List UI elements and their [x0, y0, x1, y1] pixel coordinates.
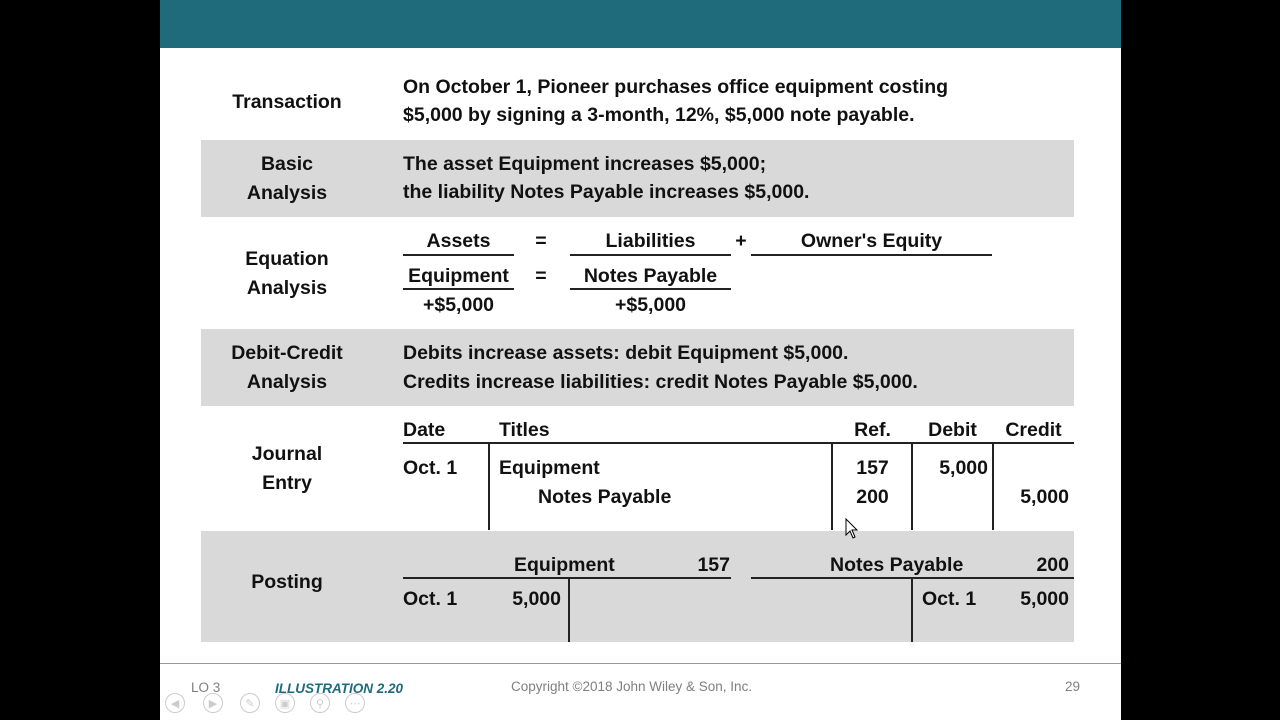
debit-credit-label-2: Analysis	[246, 371, 328, 393]
slides-icon[interactable]: ▣	[275, 693, 295, 713]
journal-header-date: Date	[403, 419, 446, 441]
equation-equals: =	[535, 230, 547, 252]
next-icon[interactable]: ▶	[203, 693, 223, 713]
equation-equipment: Equipment	[408, 265, 509, 287]
journal-divider-date	[488, 443, 490, 530]
posting-right-amount: 5,000	[1020, 588, 1069, 610]
posting-left-date: Oct. 1	[403, 588, 458, 610]
posting-left-account-name: Equipment	[514, 554, 615, 576]
equipment-underline	[403, 288, 514, 290]
footer-page-number: 29	[1064, 679, 1080, 694]
journal-header-titles: Titles	[499, 419, 550, 441]
journal-row-1-debit: 5,000	[939, 457, 988, 479]
equation-liabilities: Liabilities	[605, 230, 696, 252]
slide	[160, 0, 1121, 720]
equation-assets: Assets	[426, 230, 491, 252]
previous-icon[interactable]: ◀	[165, 693, 185, 713]
debit-credit-line-2: Credits increase liabilities: credit Notes Payable $5,000.	[403, 371, 918, 393]
journal-header-ref: Ref.	[854, 419, 891, 441]
assets-underline	[403, 254, 514, 256]
posting-left-t-stem	[568, 578, 570, 642]
posting-right-t-stem	[911, 578, 913, 642]
basic-analysis-line-1: The asset Equipment increases $5,000;	[403, 153, 767, 175]
transaction-line-2: $5,000 by signing a 3-month, 12%, $5,000 note payable.	[403, 104, 915, 126]
journal-header-debit: Debit	[928, 419, 977, 441]
journal-row-1-ref: 157	[856, 457, 889, 479]
mouse-cursor-icon	[845, 518, 859, 540]
equation-owners-equity: Owner's Equity	[800, 230, 943, 252]
equation-equals-2: =	[535, 265, 547, 287]
header-bar	[160, 0, 1121, 48]
journal-label-1: Journal	[251, 443, 323, 465]
journal-header-rule	[403, 442, 1074, 444]
zoom-icon[interactable]: ⚲	[310, 693, 330, 713]
footer-lo: LO 3	[191, 680, 221, 695]
posting-label: Posting	[251, 571, 323, 593]
posting-right-account-number: 200	[1036, 554, 1069, 576]
equation-notes-amount: +$5,000	[614, 294, 687, 316]
footer-illustration: ILLUSTRATION 2.20	[275, 681, 404, 696]
notes-payable-underline	[570, 288, 731, 290]
journal-label-2: Entry	[262, 472, 312, 494]
journal-row-1-title: Equipment	[499, 457, 600, 479]
journal-row-1-date: Oct. 1	[403, 457, 458, 479]
equation-plus: +	[735, 230, 747, 252]
journal-header-credit: Credit	[1005, 419, 1062, 441]
more-icon[interactable]: ⋯	[345, 693, 365, 713]
pen-icon[interactable]: ✎	[240, 693, 260, 713]
equity-underline	[751, 254, 992, 256]
liabilities-underline	[570, 254, 731, 256]
basic-analysis-label-1: Basic	[260, 153, 314, 175]
equation-analysis-label-1: Equation	[245, 248, 329, 270]
posting-left-amount: 5,000	[512, 588, 561, 610]
equation-equipment-amount: +$5,000	[422, 294, 495, 316]
equation-notes-payable: Notes Payable	[583, 265, 718, 287]
posting-right-account-name: Notes Payable	[830, 554, 964, 576]
transaction-label: Transaction	[232, 91, 342, 113]
footer-copyright: Copyright ©2018 John Wiley & Son, Inc.	[511, 679, 753, 694]
debit-credit-line-1: Debits increase assets: debit Equipment $5,000.	[403, 342, 849, 364]
equation-analysis-label-2: Analysis	[246, 277, 328, 299]
posting-left-account-number: 157	[697, 554, 730, 576]
basic-analysis-label-2: Analysis	[246, 182, 328, 204]
footer-rule	[160, 663, 1121, 664]
transaction-line-1: On October 1, Pioneer purchases office equipment costing	[403, 76, 949, 98]
posting-left-t-rule	[403, 577, 731, 579]
journal-row-2-credit: 5,000	[1020, 486, 1069, 508]
posting-right-date: Oct. 1	[922, 588, 977, 610]
journal-row-2-ref: 200	[856, 486, 889, 508]
basic-analysis-line-2: the liability Notes Payable increases $5,000.	[403, 181, 810, 203]
debit-credit-label-1: Debit-Credit	[231, 342, 343, 364]
journal-row-2-title: Notes Payable	[538, 486, 672, 508]
